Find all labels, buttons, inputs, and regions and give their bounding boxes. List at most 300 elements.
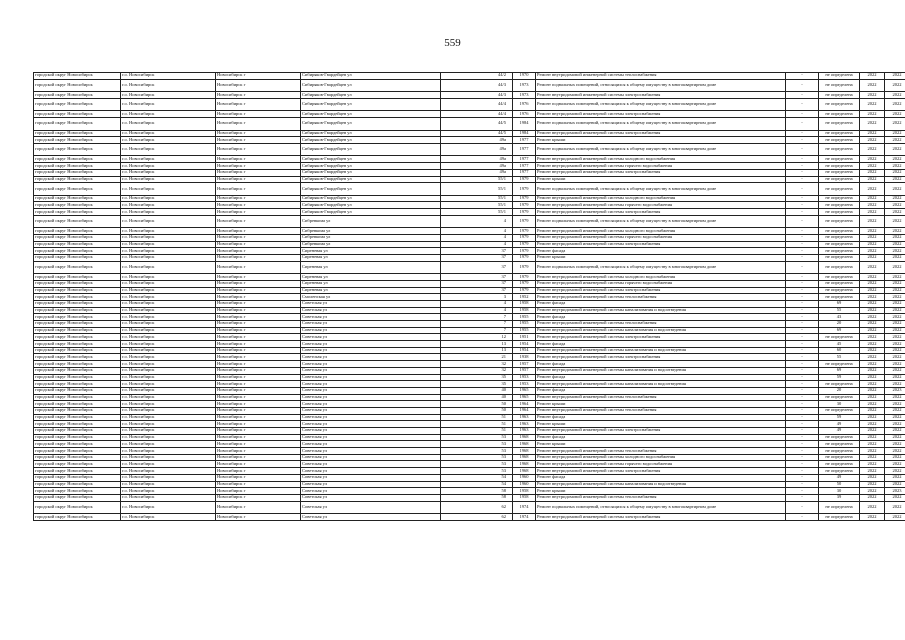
city-cell: г.о. Новосибирск bbox=[121, 454, 216, 461]
work-type-cell: Ремонт внутридомовой инженерной системы электроснабжения bbox=[536, 287, 786, 294]
end-year-cell: 2022 bbox=[885, 367, 905, 374]
street-cell: Советская ул bbox=[301, 367, 441, 374]
city-cell: г.о. Новосибирск bbox=[121, 130, 216, 137]
cost-cell: не определена bbox=[819, 394, 860, 401]
work-type-cell: Ремонт внутридомовой инженерной системы электроснабжения bbox=[536, 92, 786, 99]
district-cell: городской округ Новосибирск bbox=[34, 98, 121, 111]
cost-cell: не определена bbox=[819, 261, 860, 274]
build-year-cell: 1979 bbox=[513, 287, 536, 294]
table-row bbox=[34, 454, 905, 461]
dash-cell: - bbox=[786, 280, 819, 287]
locality-cell: Новосибирск г bbox=[216, 454, 301, 461]
dash-cell: - bbox=[786, 92, 819, 99]
locality-cell: Новосибирск г bbox=[216, 401, 301, 408]
build-year-cell: 1955 bbox=[513, 314, 536, 321]
house-number-cell: 37 bbox=[441, 261, 513, 274]
start-year-cell: 2022 bbox=[860, 454, 885, 461]
build-year-cell: 1979 bbox=[513, 248, 536, 255]
start-year-cell: 2022 bbox=[860, 374, 885, 381]
house-number-cell: 53 bbox=[441, 454, 513, 461]
district-cell: городской округ Новосибирск bbox=[34, 361, 121, 368]
cost-cell: не определена bbox=[819, 248, 860, 255]
table-row bbox=[34, 234, 905, 241]
house-number-cell: 58 bbox=[441, 494, 513, 501]
start-year-cell: 2022 bbox=[860, 514, 885, 521]
street-cell: Советская ул bbox=[301, 414, 441, 421]
house-number-cell: 58 bbox=[441, 488, 513, 495]
cost-cell: не определена bbox=[819, 241, 860, 248]
house-number-cell: 51 bbox=[441, 428, 513, 435]
locality-cell: Новосибирск г bbox=[216, 300, 301, 307]
build-year-cell: 1954 bbox=[513, 347, 536, 354]
end-year-cell: 2022 bbox=[885, 143, 905, 156]
house-number-cell: 62 bbox=[441, 514, 513, 521]
street-cell: Советская ул bbox=[301, 481, 441, 488]
work-type-cell: Ремонт подвальных помещений, относящихся к общему имуществу в многоквартирном доме bbox=[536, 215, 786, 228]
city-cell: г.о. Новосибирск bbox=[121, 111, 216, 118]
district-cell: городской округ Новосибирск bbox=[34, 202, 121, 209]
end-year-cell: 2023 bbox=[885, 488, 905, 495]
dash-cell: - bbox=[786, 176, 819, 183]
street-cell: Советская ул bbox=[301, 407, 441, 414]
district-cell: городской округ Новосибирск bbox=[34, 143, 121, 156]
work-type-cell: Ремонт крыши bbox=[536, 401, 786, 408]
street-cell: Сиреневая ул bbox=[301, 274, 441, 281]
start-year-cell: 2022 bbox=[860, 387, 885, 394]
locality-cell: Новосибирск г bbox=[216, 514, 301, 521]
house-number-cell: 4 bbox=[441, 228, 513, 235]
house-number-cell: 44/3 bbox=[441, 79, 513, 92]
end-year-cell: 2022 bbox=[885, 261, 905, 274]
street-cell: Сибревкома ул bbox=[301, 215, 441, 228]
city-cell: г.о. Новосибирск bbox=[121, 143, 216, 156]
cost-cell: 50 bbox=[819, 481, 860, 488]
street-cell: Сибиряков-Гвардейцев ул bbox=[301, 169, 441, 176]
cost-cell: не определена bbox=[819, 461, 860, 468]
street-cell: Смоленская ул bbox=[301, 294, 441, 301]
start-year-cell: 2022 bbox=[860, 255, 885, 262]
cost-cell: 69 bbox=[819, 300, 860, 307]
start-year-cell: 2022 bbox=[860, 394, 885, 401]
cost-cell: не определена bbox=[819, 195, 860, 202]
street-cell: Сиреневая ул bbox=[301, 255, 441, 262]
table-row bbox=[34, 280, 905, 287]
table-row bbox=[34, 494, 905, 501]
district-cell: городской округ Новосибирск bbox=[34, 407, 121, 414]
end-year-cell: 2022 bbox=[885, 137, 905, 144]
street-cell: Сибиряков-Гвардейцев ул bbox=[301, 79, 441, 92]
work-type-cell: Ремонт внутридомовой инженерной системы электроснабжения bbox=[536, 209, 786, 216]
start-year-cell: 2022 bbox=[860, 79, 885, 92]
city-cell: г.о. Новосибирск bbox=[121, 215, 216, 228]
dash-cell: - bbox=[786, 401, 819, 408]
district-cell: городской округ Новосибирск bbox=[34, 441, 121, 448]
district-cell: городской округ Новосибирск bbox=[34, 367, 121, 374]
street-cell: Советская ул bbox=[301, 300, 441, 307]
end-year-cell: 2022 bbox=[885, 202, 905, 209]
street-cell: Сибиряков-Гвардейцев ул bbox=[301, 98, 441, 111]
dash-cell: - bbox=[786, 73, 819, 80]
work-type-cell: Ремонт внутридомовой инженерной системы электроснабжения bbox=[536, 354, 786, 361]
start-year-cell: 2022 bbox=[860, 274, 885, 281]
district-cell: городской округ Новосибирск bbox=[34, 488, 121, 495]
locality-cell: Новосибирск г bbox=[216, 143, 301, 156]
city-cell: г.о. Новосибирск bbox=[121, 274, 216, 281]
build-year-cell: 1958 bbox=[513, 300, 536, 307]
street-cell: Советская ул bbox=[301, 334, 441, 341]
end-year-cell: 2022 bbox=[885, 248, 905, 255]
district-cell: городской округ Новосибирск bbox=[34, 381, 121, 388]
table-row bbox=[34, 73, 905, 80]
house-number-cell: 3 bbox=[441, 294, 513, 301]
street-cell: Советская ул bbox=[301, 441, 441, 448]
dash-cell: - bbox=[786, 394, 819, 401]
table-row bbox=[34, 314, 905, 321]
street-cell: Сиреневая ул bbox=[301, 287, 441, 294]
district-cell: городской округ Новосибирск bbox=[34, 248, 121, 255]
work-type-cell: Ремонт внутридомовой инженерной системы горячего водоснабжения bbox=[536, 461, 786, 468]
work-type-cell: Ремонт внутридомовой инженерной системы канализования и водоотведения bbox=[536, 307, 786, 314]
street-cell: Сиреневая ул bbox=[301, 261, 441, 274]
build-year-cell: 1963 bbox=[513, 414, 536, 421]
cost-cell: не определена bbox=[819, 234, 860, 241]
city-cell: г.о. Новосибирск bbox=[121, 79, 216, 92]
table-row bbox=[34, 143, 905, 156]
dash-cell: - bbox=[786, 494, 819, 501]
district-cell: городской округ Новосибирск bbox=[34, 481, 121, 488]
start-year-cell: 2022 bbox=[860, 347, 885, 354]
city-cell: г.о. Новосибирск bbox=[121, 474, 216, 481]
table-row bbox=[34, 209, 905, 216]
district-cell: городской округ Новосибирск bbox=[34, 261, 121, 274]
street-cell: Советская ул bbox=[301, 454, 441, 461]
table-row bbox=[34, 434, 905, 441]
district-cell: городской округ Новосибирск bbox=[34, 294, 121, 301]
house-number-cell: 55/1 bbox=[441, 176, 513, 183]
work-type-cell: Ремонт фасада bbox=[536, 374, 786, 381]
street-cell: Советская ул bbox=[301, 394, 441, 401]
table-row bbox=[34, 341, 905, 348]
house-number-cell: 44/4 bbox=[441, 111, 513, 118]
table-row bbox=[34, 514, 905, 521]
locality-cell: Новосибирск г bbox=[216, 501, 301, 514]
table-row bbox=[34, 202, 905, 209]
locality-cell: Новосибирск г bbox=[216, 448, 301, 455]
locality-cell: Новосибирск г bbox=[216, 421, 301, 428]
work-type-cell: Ремонт внутридомовой инженерной системы теплоснабжения bbox=[536, 407, 786, 414]
table-row bbox=[34, 137, 905, 144]
work-type-cell: Ремонт внутридомовой инженерной системы холодного водоснабжения bbox=[536, 274, 786, 281]
start-year-cell: 2022 bbox=[860, 92, 885, 99]
city-cell: г.о. Новосибирск bbox=[121, 394, 216, 401]
build-year-cell: 1953 bbox=[513, 374, 536, 381]
locality-cell: Новосибирск г bbox=[216, 347, 301, 354]
city-cell: г.о. Новосибирск bbox=[121, 209, 216, 216]
table-row bbox=[34, 255, 905, 262]
city-cell: г.о. Новосибирск bbox=[121, 280, 216, 287]
locality-cell: Новосибирск г bbox=[216, 387, 301, 394]
end-year-cell: 2022 bbox=[885, 441, 905, 448]
table-row bbox=[34, 228, 905, 235]
locality-cell: Новосибирск г bbox=[216, 321, 301, 328]
cost-cell: не определена bbox=[819, 98, 860, 111]
cost-cell: не определена bbox=[819, 73, 860, 80]
table-row bbox=[34, 118, 905, 131]
house-number-cell: 55/1 bbox=[441, 195, 513, 202]
dash-cell: - bbox=[786, 255, 819, 262]
work-type-cell: Ремонт подвальных помещений, относящихся к общему имуществу в многоквартирном доме bbox=[536, 143, 786, 156]
locality-cell: Новосибирск г bbox=[216, 176, 301, 183]
start-year-cell: 2022 bbox=[860, 169, 885, 176]
cost-cell: 55 bbox=[819, 307, 860, 314]
locality-cell: Новосибирск г bbox=[216, 98, 301, 111]
district-cell: городской округ Новосибирск bbox=[34, 334, 121, 341]
house-number-cell: 32 bbox=[441, 367, 513, 374]
locality-cell: Новосибирск г bbox=[216, 118, 301, 131]
work-type-cell: Ремонт внутридомовой инженерной системы теплоснабжения bbox=[536, 448, 786, 455]
work-type-cell: Ремонт подвальных помещений, относящихся к общему имуществу в многоквартирном доме bbox=[536, 183, 786, 196]
work-type-cell: Ремонт подвальных помещений, относящихся к общему имуществу в многоквартирном доме bbox=[536, 98, 786, 111]
start-year-cell: 2022 bbox=[860, 314, 885, 321]
district-cell: городской округ Новосибирск bbox=[34, 374, 121, 381]
house-number-cell: 53 bbox=[441, 448, 513, 455]
build-year-cell: 1973 bbox=[513, 92, 536, 99]
build-year-cell: 1968 bbox=[513, 454, 536, 461]
house-number-cell: 37 bbox=[441, 248, 513, 255]
end-year-cell: 2022 bbox=[885, 381, 905, 388]
start-year-cell: 2022 bbox=[860, 234, 885, 241]
city-cell: г.о. Новосибирск bbox=[121, 401, 216, 408]
work-type-cell: Ремонт внутридомовой инженерной системы горячего водоснабжения bbox=[536, 234, 786, 241]
end-year-cell: 2022 bbox=[885, 448, 905, 455]
table-row bbox=[34, 287, 905, 294]
locality-cell: Новосибирск г bbox=[216, 92, 301, 99]
end-year-cell: 2022 bbox=[885, 481, 905, 488]
work-type-cell: Ремонт подвальных помещений, относящихся к общему имуществу в многоквартирном доме bbox=[536, 501, 786, 514]
dash-cell: - bbox=[786, 454, 819, 461]
city-cell: г.о. Новосибирск bbox=[121, 307, 216, 314]
cost-cell: не определена bbox=[819, 163, 860, 170]
district-cell: городской округ Новосибирск bbox=[34, 494, 121, 501]
build-year-cell: 1963 bbox=[513, 428, 536, 435]
house-number-cell: 55/1 bbox=[441, 183, 513, 196]
cost-cell: не определена bbox=[819, 169, 860, 176]
street-cell: Сибревкома ул bbox=[301, 228, 441, 235]
locality-cell: Новосибирск г bbox=[216, 156, 301, 163]
dash-cell: - bbox=[786, 407, 819, 414]
work-type-cell: Ремонт внутридомовой инженерной системы канализования и водоотведения bbox=[536, 347, 786, 354]
build-year-cell: 1984 bbox=[513, 118, 536, 131]
district-cell: городской округ Новосибирск bbox=[34, 280, 121, 287]
district-cell: городской округ Новосибирск bbox=[34, 300, 121, 307]
district-cell: городской округ Новосибирск bbox=[34, 234, 121, 241]
cost-cell: не определена bbox=[819, 468, 860, 475]
street-cell: Советская ул bbox=[301, 381, 441, 388]
district-cell: городской округ Новосибирск bbox=[34, 73, 121, 80]
locality-cell: Новосибирск г bbox=[216, 183, 301, 196]
street-cell: Советская ул bbox=[301, 434, 441, 441]
city-cell: г.о. Новосибирск bbox=[121, 448, 216, 455]
city-cell: г.о. Новосибирск bbox=[121, 434, 216, 441]
build-year-cell: 1968 bbox=[513, 434, 536, 441]
build-year-cell: 1979 bbox=[513, 195, 536, 202]
dash-cell: - bbox=[786, 143, 819, 156]
house-number-cell: 44/4 bbox=[441, 98, 513, 111]
locality-cell: Новосибирск г bbox=[216, 494, 301, 501]
build-year-cell: 1960 bbox=[513, 474, 536, 481]
district-cell: городской округ Новосибирск bbox=[34, 241, 121, 248]
cost-cell: 55 bbox=[819, 354, 860, 361]
build-year-cell: 1965 bbox=[513, 394, 536, 401]
cost-cell: 39 bbox=[819, 494, 860, 501]
house-number-cell: 44/3 bbox=[441, 92, 513, 99]
work-type-cell: Ремонт фасада bbox=[536, 314, 786, 321]
end-year-cell: 2022 bbox=[885, 287, 905, 294]
house-number-cell: 62 bbox=[441, 501, 513, 514]
street-cell: Советская ул bbox=[301, 514, 441, 521]
start-year-cell: 2022 bbox=[860, 215, 885, 228]
build-year-cell: 1953 bbox=[513, 381, 536, 388]
dash-cell: - bbox=[786, 274, 819, 281]
cost-cell: не определена bbox=[819, 448, 860, 455]
locality-cell: Новосибирск г bbox=[216, 334, 301, 341]
district-cell: городской округ Новосибирск bbox=[34, 454, 121, 461]
end-year-cell: 2022 bbox=[885, 327, 905, 334]
district-cell: городской округ Новосибирск bbox=[34, 156, 121, 163]
street-cell: Сибиряков-Гвардейцев ул bbox=[301, 92, 441, 99]
table-row bbox=[34, 195, 905, 202]
end-year-cell: 2022 bbox=[885, 414, 905, 421]
build-year-cell: 1954 bbox=[513, 341, 536, 348]
district-cell: городской округ Новосибирск bbox=[34, 434, 121, 441]
dash-cell: - bbox=[786, 234, 819, 241]
locality-cell: Новосибирск г bbox=[216, 274, 301, 281]
table-row bbox=[34, 79, 905, 92]
start-year-cell: 2022 bbox=[860, 209, 885, 216]
table-row bbox=[34, 111, 905, 118]
dash-cell: - bbox=[786, 441, 819, 448]
dash-cell: - bbox=[786, 228, 819, 235]
end-year-cell: 2022 bbox=[885, 183, 905, 196]
cost-cell: не определена bbox=[819, 501, 860, 514]
city-cell: г.о. Новосибирск bbox=[121, 118, 216, 131]
end-year-cell: 2022 bbox=[885, 98, 905, 111]
district-cell: городской округ Новосибирск bbox=[34, 209, 121, 216]
start-year-cell: 2022 bbox=[860, 421, 885, 428]
street-cell: Советская ул bbox=[301, 448, 441, 455]
table-row bbox=[34, 156, 905, 163]
street-cell: Сиреневая ул bbox=[301, 280, 441, 287]
cost-cell: не определена bbox=[819, 118, 860, 131]
end-year-cell: 2022 bbox=[885, 321, 905, 328]
work-type-cell: Ремонт фасада bbox=[536, 474, 786, 481]
locality-cell: Новосибирск г bbox=[216, 307, 301, 314]
city-cell: г.о. Новосибирск bbox=[121, 441, 216, 448]
street-cell: Советская ул bbox=[301, 307, 441, 314]
street-cell: Советская ул bbox=[301, 421, 441, 428]
end-year-cell: 2022 bbox=[885, 274, 905, 281]
start-year-cell: 2022 bbox=[860, 143, 885, 156]
table-row bbox=[34, 381, 905, 388]
start-year-cell: 2022 bbox=[860, 163, 885, 170]
house-number-cell: 51 bbox=[441, 414, 513, 421]
street-cell: Советская ул bbox=[301, 347, 441, 354]
locality-cell: Новосибирск г bbox=[216, 228, 301, 235]
city-cell: г.о. Новосибирск bbox=[121, 494, 216, 501]
street-cell: Советская ул bbox=[301, 341, 441, 348]
dash-cell: - bbox=[786, 321, 819, 328]
house-number-cell: 37 bbox=[441, 287, 513, 294]
house-number-cell: 40 bbox=[441, 387, 513, 394]
dash-cell: - bbox=[786, 130, 819, 137]
cost-cell: не определена bbox=[819, 111, 860, 118]
locality-cell: Новосибирск г bbox=[216, 434, 301, 441]
table-row bbox=[34, 347, 905, 354]
district-cell: городской округ Новосибирск bbox=[34, 314, 121, 321]
start-year-cell: 2022 bbox=[860, 280, 885, 287]
locality-cell: Новосибирск г bbox=[216, 441, 301, 448]
district-cell: городской округ Новосибирск bbox=[34, 428, 121, 435]
work-type-cell: Ремонт фасада bbox=[536, 341, 786, 348]
dash-cell: - bbox=[786, 98, 819, 111]
start-year-cell: 2022 bbox=[860, 361, 885, 368]
city-cell: г.о. Новосибирск bbox=[121, 202, 216, 209]
build-year-cell: 1952 bbox=[513, 294, 536, 301]
start-year-cell: 2022 bbox=[860, 183, 885, 196]
dash-cell: - bbox=[786, 294, 819, 301]
house-number-cell: 54 bbox=[441, 481, 513, 488]
house-number-cell: 35 bbox=[441, 374, 513, 381]
house-number-cell: 35 bbox=[441, 381, 513, 388]
city-cell: г.о. Новосибирск bbox=[121, 73, 216, 80]
city-cell: г.о. Новосибирск bbox=[121, 287, 216, 294]
build-year-cell: 1968 bbox=[513, 461, 536, 468]
cost-cell: 45 bbox=[819, 341, 860, 348]
locality-cell: Новосибирск г bbox=[216, 341, 301, 348]
district-cell: городской округ Новосибирск bbox=[34, 255, 121, 262]
district-cell: городской округ Новосибирск bbox=[34, 287, 121, 294]
work-type-cell: Ремонт внутридомовой инженерной системы электроснабжения bbox=[536, 468, 786, 475]
work-type-cell: Ремонт внутридомовой инженерной системы электроснабжения bbox=[536, 111, 786, 118]
work-type-cell: Ремонт внутридомовой инженерной системы теплоснабжения bbox=[536, 73, 786, 80]
house-number-cell: 49а bbox=[441, 143, 513, 156]
table-row bbox=[34, 294, 905, 301]
city-cell: г.о. Новосибирск bbox=[121, 361, 216, 368]
street-cell: Сибиряков-Гвардейцев ул bbox=[301, 118, 441, 131]
cost-cell: 20 bbox=[819, 321, 860, 328]
dash-cell: - bbox=[786, 334, 819, 341]
build-year-cell: 1958 bbox=[513, 488, 536, 495]
work-type-cell: Ремонт внутридомовой инженерной системы горячего водоснабжения bbox=[536, 163, 786, 170]
street-cell: Советская ул bbox=[301, 314, 441, 321]
cost-cell: не определена bbox=[819, 183, 860, 196]
start-year-cell: 2022 bbox=[860, 261, 885, 274]
end-year-cell: 2022 bbox=[885, 461, 905, 468]
work-type-cell: Ремонт подвальных помещений, относящихся к общему имуществу в многоквартирном доме bbox=[536, 118, 786, 131]
build-year-cell: 1979 bbox=[513, 261, 536, 274]
cost-cell: не определена bbox=[819, 407, 860, 414]
build-year-cell: 1968 bbox=[513, 441, 536, 448]
work-type-cell: Ремонт фасада bbox=[536, 414, 786, 421]
table-row bbox=[34, 300, 905, 307]
start-year-cell: 2022 bbox=[860, 448, 885, 455]
district-cell: городской округ Новосибирск bbox=[34, 215, 121, 228]
house-number-cell: 53 bbox=[441, 468, 513, 475]
end-year-cell: 2022 bbox=[885, 334, 905, 341]
district-cell: городской округ Новосибирск bbox=[34, 327, 121, 334]
table-row bbox=[34, 367, 905, 374]
dash-cell: - bbox=[786, 183, 819, 196]
